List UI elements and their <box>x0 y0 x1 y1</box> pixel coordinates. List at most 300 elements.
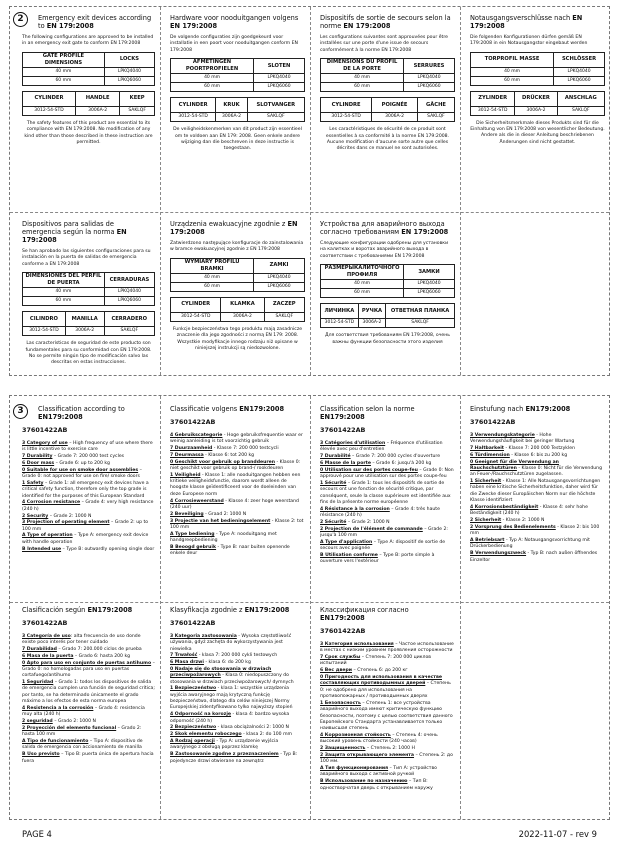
classification-text: – Grade 6: jusqu'à 200 kg <box>370 460 432 466</box>
classification-line <box>170 519 305 532</box>
config-cell <box>320 220 455 350</box>
classification-key: B Uso previsto <box>22 752 60 758</box>
table-row <box>321 83 455 92</box>
table-cell: LPKQ4040 <box>554 67 605 76</box>
table-cell: 3012-54-STD <box>171 313 221 322</box>
product-code: 37601422AB <box>470 418 516 427</box>
title-standard: EN 179:2008 <box>170 22 218 31</box>
col-header: KEEP <box>120 92 155 107</box>
classification-key: 1 Bezpieczeństwo <box>170 686 217 692</box>
profile-lock-table <box>320 58 455 92</box>
classification-text: – Степень 2: 1000 Н <box>365 746 415 752</box>
safety-note: Для соответствия требованиям EN 179:2008, очень важны функции безопасности этого изделия <box>325 333 450 345</box>
classification-line <box>22 514 155 520</box>
classification-key: 6 Masse de la porte <box>320 460 371 466</box>
table-row <box>471 106 605 115</box>
table-cell: 40 mm <box>321 74 404 83</box>
col-header-locks: SLOTEN <box>254 59 305 74</box>
classification-text: – Grado 2: 1000 N <box>52 719 96 725</box>
classification-text: - Klasse 1: Alle Notausgangsvorrichtungen haben eine kritische Sicherheitsfunktion, daher wird für die Zwecke dieser Europäischen Norm nur die höchste Klasse identifiziert <box>470 479 601 504</box>
profile-lock-table <box>22 52 155 86</box>
classification-cell <box>170 405 305 600</box>
classification-text: - Type B: naar buiten openende enkele deur <box>170 544 290 557</box>
classification-key: 1 Безопасность <box>320 700 361 706</box>
classification-text: - Graad 2: 1000 N <box>203 511 247 517</box>
cell-title <box>470 405 605 413</box>
title-text: Emergency exit devices according to <box>38 14 152 31</box>
classification-text: – Type B: outwardly opening single door <box>61 546 155 552</box>
classification-key: 4 Corrosion resistance <box>22 500 81 506</box>
cell-title <box>170 220 305 236</box>
profile-lock-table <box>470 52 605 86</box>
classification-text: – Grade 1: tous les dispositifs de sortie de secours ont une fonction de sécurité critique, par conséquent, seule la classe supérieure est identifiée aux fins de la présente norme européenne <box>320 480 451 505</box>
classification-line <box>470 518 605 524</box>
classification-key: 3 Catégories d'utilisation <box>320 440 386 446</box>
col-header: CERRADERO <box>104 312 155 327</box>
col-header: KLAMKA <box>221 298 264 313</box>
date-revision: 2022-11-07 - rev 9 <box>518 829 597 839</box>
classification-line <box>22 441 155 454</box>
classification-text: - Typ B: pojedyncze drzwi otwierane na zewnątrz <box>170 752 298 764</box>
classification-line <box>22 468 155 481</box>
classification-text: – Grade 2: 1000 N <box>346 519 390 525</box>
classification-text: - Hoge gebruiksfrequentie waar er weinig aanleiding is tot voorzichtig gebruik <box>170 432 303 445</box>
classification-key: 0 Geeignet für die Verwendung an Rauchschutztüren <box>470 459 559 471</box>
col-header-locks: CERRADURAS <box>104 273 154 288</box>
table-cell: LPKQ6060 <box>254 83 305 92</box>
classification-text: - Hohe Verwendungshäufigkeit bei geringer Wartung <box>470 432 575 445</box>
classification-line <box>320 668 455 674</box>
classification-text: – Type A: emergency exit device with handle operation <box>22 533 149 545</box>
classification-text: - klasa 7: 200 000 cykli testowych <box>197 653 278 659</box>
cell-title <box>320 220 455 236</box>
classification-cell <box>470 405 605 600</box>
table-cell: LPKQ4040 <box>404 74 455 83</box>
section-number-2: 2 <box>13 12 28 27</box>
product-code: 37601422AB <box>170 418 216 427</box>
classification-cell <box>320 606 455 816</box>
classification-key: 0 Geschikt voor gebruik op branddeuren <box>170 459 276 465</box>
classification-line <box>320 675 455 700</box>
classification-key: 3 Категория использования <box>320 641 394 647</box>
table-cell: 3006A-2 <box>372 113 418 122</box>
classification-key: 2 Projection de l'élément de commande <box>320 526 423 532</box>
classification-key: 1 Sécurité <box>320 480 347 486</box>
table-cell: SAKLQF <box>557 106 604 115</box>
classification-text: - Type A: nooduitgang met handgreepbediening <box>170 531 277 544</box>
classification-key: 3 Verwendungskategorie <box>470 432 535 438</box>
classification-key: 2 seguridad <box>22 719 53 725</box>
classification-text: - Klasse 6: bis zu 200 kg <box>509 452 568 458</box>
table-cell: 60 mm <box>171 83 254 92</box>
table-cell: LPKQ6060 <box>404 289 455 298</box>
cell-title <box>22 220 155 244</box>
profile-lock-table <box>320 264 455 298</box>
classification-line <box>170 532 305 545</box>
table-cell: 60 mm <box>321 289 404 298</box>
table-cell: LPKQ4040 <box>254 74 305 83</box>
classification-line <box>470 505 605 518</box>
divider <box>460 396 461 819</box>
classification-text: – Grade 7: 200 000 cycles d'ouverture <box>350 454 441 460</box>
classification-key: 2 Защита открывающего элемента <box>320 752 415 758</box>
classification-text: - Wysoka częstotliwość używania, gdyż zachęta do wykorzystywania jest niewielka <box>170 633 292 652</box>
title-text: Classification according to <box>38 405 125 413</box>
classification-text: – Fréquence d'utilisation élevée avec peu d'entretien <box>320 440 443 453</box>
classification-line <box>320 520 455 526</box>
classification-line <box>470 525 605 538</box>
classification-text: : alta frecuencia de uso donde existe poco interés por tener cuidado <box>22 633 141 646</box>
table-cell: 3006A-2 <box>65 327 104 336</box>
safety-note: Funkcje bezpieczeństwa tego produktu mają zasadnicze znaczenie dla jego zgodności z normą EN 179: 2008. Wszystkie modyfikacje innego rodzaju niż opisane w niniejszej instrukcji są niedozwolone. <box>172 327 303 352</box>
hardware-table <box>320 97 455 122</box>
title-text: Einstufung nach <box>470 405 526 413</box>
intro-text: Se han aprobado las siguientes configuraciones para su instalación en la puerta de salidas de emergencia conforme a EN 179:2008 <box>22 249 151 267</box>
title-standard: EN179:2008 <box>38 413 83 422</box>
classification-key: 0 Пригодность для использования в качестве составляющих противодымных дверей <box>320 675 442 687</box>
intro-text: Die folgenden Konfigurationen dürfen gemäß EN 179:2008 in ein Notausgangstor eingebaut werden <box>470 35 588 47</box>
table-row <box>321 74 455 83</box>
cell-title <box>320 606 455 622</box>
classification-key: 4 Odporność na korozję <box>170 712 232 718</box>
col-header-profile: РАЗМЕРЫКАЛИТОЧНОГО ПРОФИЛЯ <box>321 265 404 280</box>
table-cell: 60 mm <box>23 297 105 306</box>
classification-key: 4 Коррозионная стойкость <box>320 732 391 738</box>
page-label: PAGE 4 <box>22 829 52 839</box>
col-header-profile: AFMETINGEN POORTPROFIELEN <box>171 59 254 74</box>
classification-text: – Grado 0: no homologadas para uso en puertas cortafuego/antihumo <box>22 660 155 679</box>
product-code: 37601422AB <box>22 426 68 435</box>
table-cell: 60 mm <box>471 76 554 85</box>
classification-line <box>170 545 305 558</box>
title-standard: EN 179:2008 <box>170 220 298 237</box>
table-row <box>23 327 155 336</box>
title-text: Klasyfikacja zgodnie z <box>170 606 245 614</box>
title-standard: EN 179:2008 <box>470 14 583 31</box>
cell-title <box>170 405 305 413</box>
classification-line <box>170 453 305 459</box>
classification-line <box>320 701 455 733</box>
classification-key: A Betriebsart <box>470 538 505 544</box>
safety-note: De veiligheidskenmerken van dit product zijn essentieel om te voldoen aan EN 179: 2008. Geen enkele andere wijziging dan die beschreven in deze instructie is toegestaan. <box>173 127 302 152</box>
classification-line <box>470 551 605 564</box>
intro-text: The following configurations are approved to be installed in an emergency exit gate to conform EN 179:2008 <box>22 35 154 47</box>
cell-title <box>22 14 155 30</box>
table-cell: LPKQ6060 <box>404 83 455 92</box>
classification-text: - Klasse 0: niet geschikt voor gebruik op brand-/ rookdeuren <box>170 459 301 471</box>
title-text: Dispositivos para salidas de emergencia según la norma <box>22 220 117 237</box>
classification-text: - Klasse 2: tot 100 mm <box>170 518 304 530</box>
title-standard: EN179:2008 <box>525 405 571 413</box>
divider <box>160 7 161 375</box>
classification-line <box>22 533 155 546</box>
classification-text: - Klasse 4: sehr hohe Beständigkeit (240 h) <box>470 504 588 517</box>
title-standard: EN 179:2008 <box>22 228 127 245</box>
title-text: Classification selon la norme <box>320 405 415 413</box>
table-row <box>321 280 455 289</box>
col-header-locks: SERRURES <box>404 59 455 74</box>
table-cell: 3012-54-STD <box>321 113 372 122</box>
classification-cell <box>320 405 455 600</box>
table-cell: SAKLQF <box>120 107 155 116</box>
table-cell: 3012-54-STD <box>321 319 359 328</box>
classification-text: - klasa 2: do 100 mm <box>241 732 293 738</box>
classification-line <box>320 441 455 454</box>
classification-key: B Verwendungszweck <box>470 551 527 557</box>
classification-key: A Tipo de funcionamiento <box>22 739 89 745</box>
safety-note: Las características de seguridad de este producto son fundamentales para su conformidad con EN 179:2008. No se permite ningún tipo de modificación salvo las descritas en estas instrucciones. <box>25 341 152 366</box>
divider <box>310 7 311 375</box>
classification-line <box>170 433 305 446</box>
classification-key: 6 Masa drzwi <box>170 660 204 666</box>
table-row <box>171 274 305 283</box>
classification-line <box>470 433 605 446</box>
col-header-profile: WYMIARY PROFILU BRAMKI <box>171 258 254 273</box>
table-cell: LPKQ6060 <box>554 76 605 85</box>
hardware-table <box>22 311 155 336</box>
classification-text: – Степень 4: очень высокий уровень стойкости (240 часов) <box>320 732 438 745</box>
classification-cell <box>22 405 155 600</box>
classification-text: – Grade 6: up to 200 kg <box>54 460 110 466</box>
classification-line <box>470 538 605 551</box>
classification-line <box>170 739 305 752</box>
classification-text: – Grade 7: 200 000 test cycles <box>52 454 125 460</box>
safety-note: Les caractéristiques de sécurité de ce produit sont essentielles à sa conformité à la norme EN 179:2008. Aucune modification d'aucune sorte autre que celles décrites dans ce manuel ne sont autorisées. <box>325 127 450 152</box>
profile-lock-table <box>170 258 305 292</box>
classification-key: 0 Utilisation sur des portes coupe-feu <box>320 467 418 473</box>
intro-text: De volgende configuraties zijn goedgekeurd voor installatie in een poort voor nooduitgangen conform EN 179:2008 <box>170 35 298 53</box>
classification-line <box>170 752 305 765</box>
classification-key: 1 Sicherheit <box>470 479 502 485</box>
title-standard: EN 179:2008 <box>343 22 391 31</box>
title-text: Устройства для аварийного выхода согласно требованиям <box>320 220 445 237</box>
classification-key: 4 Corrosieweerstand <box>170 498 224 504</box>
classification-cell <box>22 606 155 816</box>
classification-cell <box>170 606 305 816</box>
table-cell: 40 mm <box>471 67 554 76</box>
classification-text: – Grade 2: jusqu'à 100 mm <box>320 526 448 538</box>
table-row <box>471 67 605 76</box>
table-cell: LPKQ4040 <box>104 288 154 297</box>
classification-text: – Grade 0: Non approuvé pour une utilisation sur des portes coupe-feu <box>320 467 454 480</box>
safety-note: The safety features of this product are essential to its compliance with EN 179:2008. No modification of any kind other than those described in these instruction are permitted. <box>24 121 153 146</box>
classification-key: 4 Résistance à la corrosion <box>320 506 390 512</box>
col-header-profile: DIMENSIONES DEL PERFIL DE PUERTA <box>23 273 105 288</box>
classification-text: - Klasse 7: 200 000 testcycli <box>212 446 279 452</box>
col-header: CYLINDRE <box>321 98 372 113</box>
classification-text: – Grade 1: all emergency exit devices have a critical safety function, therefore only the top grade is identified for the purposes of this European Standard <box>22 480 149 499</box>
table-cell: LPKQ4040 <box>104 68 154 77</box>
col-header: РУЧКА <box>358 304 385 319</box>
table-cell: 3006A-2 <box>358 319 385 328</box>
classification-line <box>320 753 455 766</box>
col-header: POIGNÉE <box>372 98 418 113</box>
title-text: Clasificación según <box>22 606 88 614</box>
classification-line <box>320 527 455 540</box>
classification-key: B Intended use <box>22 546 62 552</box>
table-row <box>321 319 455 328</box>
table-row <box>23 107 155 116</box>
title-standard: EN179:2008 <box>320 413 365 422</box>
classification-line <box>22 654 155 660</box>
col-header-locks: SCHLÖSSER <box>554 52 605 67</box>
table-cell: SAKLQF <box>386 319 455 328</box>
classification-line <box>22 547 155 553</box>
table-row <box>23 297 155 306</box>
hardware-table <box>22 91 155 116</box>
classification-text: – High frequency of use where there is little incentive to exercise care <box>22 440 153 453</box>
title-text: Классификация согласно <box>320 606 409 614</box>
table-cell: 3006A-2 <box>221 313 264 322</box>
classification-key: A Type bediening <box>170 531 215 537</box>
divider <box>10 602 609 603</box>
classification-key: B Zastosowanie zgodne z przeznaczeniem <box>170 752 279 758</box>
hardware-table <box>470 91 605 116</box>
classification-key: 0 Nadaje się do stosowania w drzwiach przeciwpożarowych <box>170 667 272 679</box>
intro-text: Zatwierdzono następujące konfiguracje do zainstalowania w bramce ewakuacyjnej zgodnie z EN 179:2008 <box>170 241 304 253</box>
classification-text: – Tipo B: puerta única de apertura hacia fuera <box>22 752 154 764</box>
product-code: 37601422AB <box>320 627 366 636</box>
intro-text: Les configurations suivantes sont approuvées pour être installées sur une porte d'une issue de secours conformément à la norme EN 179:2008 <box>320 35 448 53</box>
intro-text: Следующие конфигурации одобрены для установки на калитках и воротах аварийного выхода в соответствии с требованиями EN 179:2008 <box>320 241 449 259</box>
classification-line <box>170 660 305 666</box>
col-header: GÂCHE <box>417 98 454 113</box>
classification-line <box>320 779 455 792</box>
classification-line <box>470 446 605 452</box>
cell-title <box>170 14 305 30</box>
classification-key: 3 Kategoria zastosowania <box>170 633 237 639</box>
classification-line <box>320 642 455 655</box>
classification-key: 6 Türdimension <box>470 452 510 458</box>
config-cell <box>170 220 305 356</box>
classification-line <box>22 647 155 653</box>
classification-key: 7 Durability <box>22 454 53 460</box>
classification-key: 6 Door mass <box>22 460 55 466</box>
classification-text: – Частое использование в местах с низким уровнем проявления осторожности <box>320 641 454 654</box>
classification-line <box>470 479 605 504</box>
classification-key: 2 Proyección del elemento funcional <box>22 725 117 731</box>
classification-text: – Grade 0: not approved for use on fire/ smoke doors <box>22 467 142 480</box>
table-cell: LPKQ4040 <box>254 274 305 283</box>
col-header-locks: ZAMKI <box>254 258 305 273</box>
table-cell: LPKQ4040 <box>404 280 455 289</box>
table-cell: 3012-54-STD <box>23 107 76 116</box>
hardware-table <box>170 297 305 322</box>
col-header: CILINDRO <box>23 312 66 327</box>
col-header: CYLINDER <box>23 92 76 107</box>
table-cell: SAKLQF <box>264 313 304 322</box>
config-cell <box>170 14 305 157</box>
classification-text: - klasa 4: bardzo wysoka odporność (240 h) <box>170 712 290 724</box>
classification-line <box>22 481 155 500</box>
classification-text: – Type A: dispositif de sortie de secours avec poignée <box>320 539 446 552</box>
classification-line <box>170 725 305 731</box>
table-row <box>171 283 305 292</box>
col-header-profile: GATE PROFILE DIMENSIONS <box>23 52 105 67</box>
title-text: Classificatie volgens <box>170 405 240 413</box>
table-cell: 60 mm <box>23 77 105 86</box>
col-header-profile: TORPROFIL MASSE <box>471 52 554 67</box>
cell-title <box>320 14 455 30</box>
table-cell: 3006A-2 <box>515 106 557 115</box>
classification-text: – Тип B: одностворчатая дверь с открыванием наружу <box>320 779 433 791</box>
classification-text: – Grado 2: hasta 100 mm <box>22 725 142 738</box>
classification-key: 7 Duurzaamheid <box>170 446 213 452</box>
classification-key: B Beoogd gebruik <box>170 544 217 550</box>
classification-key: 2 Bezpieczeństwo <box>170 725 217 731</box>
classification-line <box>320 766 455 779</box>
classification-line <box>320 481 455 506</box>
classification-text: - Typ A: urządzenie wyjścia awaryjnego z obsługą poprzez klamkę <box>170 739 279 751</box>
classification-line <box>170 473 305 498</box>
title-standard: EN 179:2008 <box>401 228 449 237</box>
table-row <box>23 288 155 297</box>
classification-text: – Grado 4: resistencia muy alta (240 h) <box>22 705 145 718</box>
classification-line <box>170 499 305 512</box>
cell-title <box>470 14 605 30</box>
config-cell <box>22 14 155 150</box>
classification-line <box>320 540 455 553</box>
classification-key: 2 Защищенность <box>320 746 366 752</box>
classification-text: – Тип A: устройство аварийного выхода с активной ручкой <box>320 766 437 778</box>
classification-text: – Степень 2: до 100 мм. <box>320 752 453 765</box>
classification-line <box>22 500 155 513</box>
classification-key: 3 Projectie van het bedieningselement <box>170 518 271 524</box>
classification-key: 3 Projection of operating element <box>22 520 110 526</box>
title-standard: EN179:2008 <box>320 614 365 623</box>
col-header: CYLINDER <box>171 298 221 313</box>
classification-line <box>22 634 155 647</box>
title-text: Notausgangsverschlüsse nach <box>470 14 573 22</box>
classification-line <box>170 667 305 686</box>
classification-key: 1 Veiligheid <box>170 472 201 478</box>
classification-line <box>22 454 155 460</box>
classification-key: A Type d'application <box>320 539 373 545</box>
col-header-locks: LOCKS <box>104 52 154 67</box>
classification-line <box>170 712 305 725</box>
config-cell <box>470 14 605 150</box>
classification-text: - klasa obciążalności 2: 1000 N <box>216 725 289 731</box>
classification-line <box>470 453 605 459</box>
classification-line <box>170 732 305 738</box>
cell-title <box>22 405 155 421</box>
table-cell: 60 mm <box>321 83 404 92</box>
section-number-3: 3 <box>13 404 28 419</box>
col-header: CYLINDER <box>171 98 216 113</box>
table-cell: 40 mm <box>23 288 105 297</box>
table-cell: 3012-54-STD <box>23 327 66 336</box>
classification-line <box>320 553 455 566</box>
col-header-profile: DIMENSIONS DU PROFIL DE LA PORTE <box>321 59 404 74</box>
classification-key: 2 Sécurité <box>320 519 347 525</box>
table-cell: 3012-54-STD <box>171 113 216 122</box>
classification-key: 2 Skok elementu roboczego <box>170 732 242 738</box>
classification-text: – Tipo A: dispositivo de salida de emergencia con accionamiento de manilla <box>22 739 143 751</box>
classification-line <box>170 653 305 659</box>
table-cell: SAKLQF <box>247 113 304 122</box>
col-header: ЛИЧИНКА <box>321 304 359 319</box>
classification-key: 1 Seguridad <box>22 680 54 686</box>
table-row <box>171 74 305 83</box>
classification-text: - Klasse 6: tot 200 kg <box>203 452 255 458</box>
title-text: Dispositifs de sortie de secours selon la norme <box>320 14 451 31</box>
title-text: Hardware voor nooduitgangen volgens <box>170 14 299 22</box>
classification-line <box>22 752 155 765</box>
table-row <box>471 76 605 85</box>
table-cell: 40 mm <box>171 274 254 283</box>
classification-key: A Type of operation <box>22 533 73 539</box>
hardware-table <box>320 303 455 328</box>
